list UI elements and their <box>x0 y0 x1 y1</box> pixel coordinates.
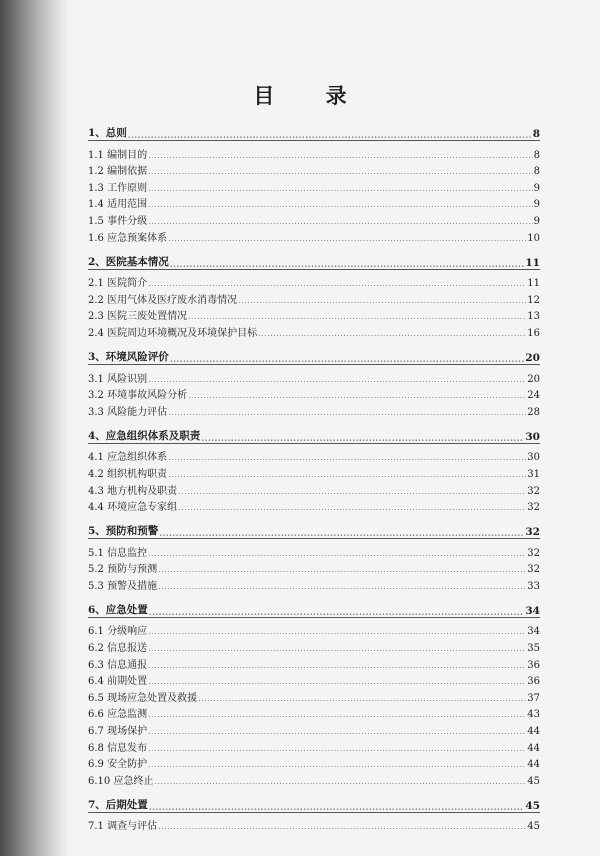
toc-entry[interactable] <box>88 463 540 480</box>
toc-entry[interactable] <box>88 177 540 194</box>
toc-label: 3.1 风险识别 <box>88 373 148 385</box>
toc-leader-dots <box>201 433 524 443</box>
toc-entry[interactable] <box>88 704 540 721</box>
toc-page-number: 9 <box>533 182 540 194</box>
toc-label: 6.10 应急终止 <box>88 775 154 787</box>
toc-label: 6.6 应急监测 <box>88 709 148 721</box>
toc-entry[interactable] <box>88 497 540 514</box>
toc-page-number: 10 <box>527 232 540 244</box>
toc-entry[interactable] <box>88 737 540 754</box>
toc-entry[interactable] <box>88 542 540 559</box>
toc-leader-dots <box>168 408 526 418</box>
toc-label: 5.2 预防与预测 <box>88 564 158 576</box>
toc-entry[interactable] <box>88 621 540 638</box>
toc-leader-dots <box>158 582 526 592</box>
toc-leader-dots <box>159 528 524 538</box>
toc-entry[interactable] <box>88 671 540 688</box>
toc-leader-dots <box>148 217 533 227</box>
toc-page-number: 9 <box>533 199 540 211</box>
toc-leader-dots <box>148 549 526 559</box>
toc-leader-dots <box>198 694 526 704</box>
toc-entry[interactable] <box>88 720 540 737</box>
toc-page-number: 36 <box>527 676 540 688</box>
toc-label: 1.6 应急预案体系 <box>88 232 168 244</box>
toc-section[interactable] <box>88 790 540 813</box>
toc-label: 5.1 信息监控 <box>88 547 148 559</box>
toc-leader-dots <box>168 470 526 480</box>
toc-leader-dots <box>188 391 526 401</box>
toc-leader-dots <box>148 184 533 194</box>
toc-leader-dots <box>148 279 526 289</box>
toc-page-number: 11 <box>527 278 540 290</box>
toc-entry[interactable] <box>88 575 540 592</box>
toc-label: 6.5 现场应急处置及救援 <box>88 692 198 704</box>
toc-entry[interactable] <box>88 227 540 244</box>
toc-leader-dots <box>148 744 526 754</box>
toc-label: 3.3 风险能力评估 <box>88 406 168 418</box>
toc-page-number: 30 <box>525 430 540 443</box>
toc-label: 3.2 环境事故风险分析 <box>88 390 188 402</box>
toc-label: 3、环境风险评价 <box>88 350 169 363</box>
toc-page-number: 44 <box>527 726 540 738</box>
toc-entry[interactable] <box>88 687 540 704</box>
toc-label: 1.4 适用范围 <box>88 199 148 211</box>
toc-leader-dots <box>178 503 526 513</box>
toc-leader-dots <box>148 375 526 385</box>
toc-section[interactable] <box>88 421 540 444</box>
toc-leader-dots <box>170 259 525 269</box>
toc-leader-dots <box>148 167 533 177</box>
toc-label: 1.1 编制目的 <box>88 149 148 161</box>
toc-page-number: 45 <box>525 799 540 812</box>
toc-section[interactable] <box>88 516 540 539</box>
toc-page-number: 45 <box>527 821 540 833</box>
toc-section[interactable] <box>88 118 540 141</box>
toc-leader-dots <box>188 312 526 322</box>
toc-page-number: 37 <box>527 692 540 704</box>
toc-label: 4.4 环境应急专家组 <box>88 502 178 514</box>
toc-page-number: 11 <box>525 256 540 269</box>
toc-leader-dots <box>168 453 526 463</box>
toc-label: 2.4 医院周边环境概况及环境保护目标 <box>88 327 258 339</box>
toc-entry[interactable] <box>88 559 540 576</box>
toc-entry[interactable] <box>88 385 540 402</box>
toc-page-number: 36 <box>527 659 540 671</box>
toc-label: 6.2 信息报送 <box>88 643 148 655</box>
toc-entry[interactable] <box>88 637 540 654</box>
toc-leader-dots <box>148 200 533 210</box>
toc-entry[interactable] <box>88 480 540 497</box>
toc-entry[interactable] <box>88 273 540 290</box>
page-title: 目 录 <box>253 83 369 108</box>
toc-page-number: 30 <box>527 452 540 464</box>
toc-page-number: 33 <box>527 580 540 592</box>
toc-leader-dots <box>149 607 525 617</box>
toc-page-number: 9 <box>533 215 540 227</box>
toc-entry[interactable] <box>88 368 540 385</box>
toc-label: 1.5 事件分级 <box>88 215 148 227</box>
toc-leader-dots <box>178 487 526 497</box>
toc-leader-dots <box>128 130 532 140</box>
toc-entry[interactable] <box>88 161 540 178</box>
toc-entry[interactable] <box>88 770 540 787</box>
toc-label: 4、应急组织体系及职责 <box>88 429 201 442</box>
toc-entry[interactable] <box>88 401 540 418</box>
toc-page-number: 32 <box>527 564 540 576</box>
toc-leader-dots <box>148 710 526 720</box>
toc-label: 5.3 预警及措施 <box>88 580 158 592</box>
toc-leader-dots <box>158 565 526 575</box>
toc-entry[interactable] <box>88 194 540 211</box>
toc-page-number: 16 <box>527 327 540 339</box>
toc-page-number: 31 <box>527 468 540 480</box>
toc-section[interactable] <box>88 595 540 618</box>
toc-page-number: 45 <box>527 775 540 787</box>
toc-leader-dots <box>238 296 526 306</box>
toc-page-number: 32 <box>527 547 540 559</box>
toc-leader-dots <box>170 354 525 364</box>
toc-page-number: 34 <box>525 604 540 617</box>
toc-entry[interactable] <box>88 144 540 161</box>
toc-page-number: 8 <box>533 166 540 178</box>
toc-page-number: 34 <box>527 626 540 638</box>
toc-leader-dots <box>148 644 526 654</box>
toc-section[interactable] <box>88 342 540 365</box>
toc-leader-dots <box>168 234 526 244</box>
toc-entry[interactable] <box>88 816 540 833</box>
toc-label: 7、后期处置 <box>88 798 148 811</box>
toc-leader-dots <box>154 777 526 787</box>
toc-label: 2.3 医院三废处置情况 <box>88 311 188 323</box>
toc-label: 5、预防和预警 <box>88 525 159 538</box>
toc-label: 2.1 医院简介 <box>88 278 148 290</box>
toc-label: 4.2 组织机构职责 <box>88 468 168 480</box>
toc-entry[interactable] <box>88 306 540 323</box>
toc-page-number: 20 <box>527 373 540 385</box>
toc-page-number: 44 <box>527 742 540 754</box>
table-of-contents <box>88 118 540 832</box>
toc-label: 4.1 应急组织体系 <box>88 452 168 464</box>
toc-entry[interactable] <box>88 289 540 306</box>
toc-label: 6.1 分级响应 <box>88 626 148 638</box>
toc-entry[interactable] <box>88 754 540 771</box>
toc-label: 1、总则 <box>88 127 127 139</box>
toc-page-number: 13 <box>527 311 540 323</box>
toc-leader-dots <box>149 802 525 812</box>
toc-page-number: 35 <box>527 643 540 655</box>
toc-leader-dots <box>148 760 526 770</box>
toc-section[interactable] <box>88 247 540 270</box>
toc-label: 6.8 信息发布 <box>88 742 148 754</box>
toc-entry[interactable] <box>88 210 540 227</box>
toc-label: 2.2 医用气体及医疗废水消毒情况 <box>88 294 238 306</box>
toc-page-number: 8 <box>532 128 540 140</box>
toc-page-number: 24 <box>527 390 540 402</box>
toc-label: 1.2 编制依据 <box>88 166 148 178</box>
toc-page-number: 44 <box>527 759 540 771</box>
toc-page-number: 43 <box>527 709 540 721</box>
toc-leader-dots <box>148 661 526 671</box>
toc-entry[interactable] <box>88 322 540 339</box>
toc-label: 6.9 安全防护 <box>88 759 148 771</box>
toc-label: 6.3 信息通报 <box>88 659 148 671</box>
toc-label: 6、应急处置 <box>88 603 148 616</box>
toc-label: 6.4 前期处置 <box>88 676 148 688</box>
toc-leader-dots <box>148 677 526 687</box>
toc-label: 4.3 地方机构及职责 <box>88 485 178 497</box>
toc-page-number: 32 <box>525 526 540 539</box>
toc-page-number: 12 <box>527 294 540 306</box>
toc-page-number: 28 <box>527 406 540 418</box>
toc-entry[interactable] <box>88 447 540 464</box>
toc-page-number: 32 <box>527 485 540 497</box>
toc-leader-dots <box>148 727 526 737</box>
toc-label: 1.3 工作原则 <box>88 182 148 194</box>
toc-leader-dots <box>258 329 526 339</box>
toc-page-number: 8 <box>533 149 540 161</box>
toc-label: 6.7 现场保护 <box>88 726 148 738</box>
toc-page-number: 20 <box>525 351 540 364</box>
toc-entry[interactable] <box>88 654 540 671</box>
toc-leader-dots <box>148 627 526 637</box>
toc-label: 7.1 调查与评估 <box>88 821 158 833</box>
toc-leader-dots <box>158 822 526 832</box>
toc-leader-dots <box>148 151 533 161</box>
toc-label: 2、医院基本情况 <box>88 255 169 268</box>
toc-page-number: 32 <box>527 502 540 514</box>
